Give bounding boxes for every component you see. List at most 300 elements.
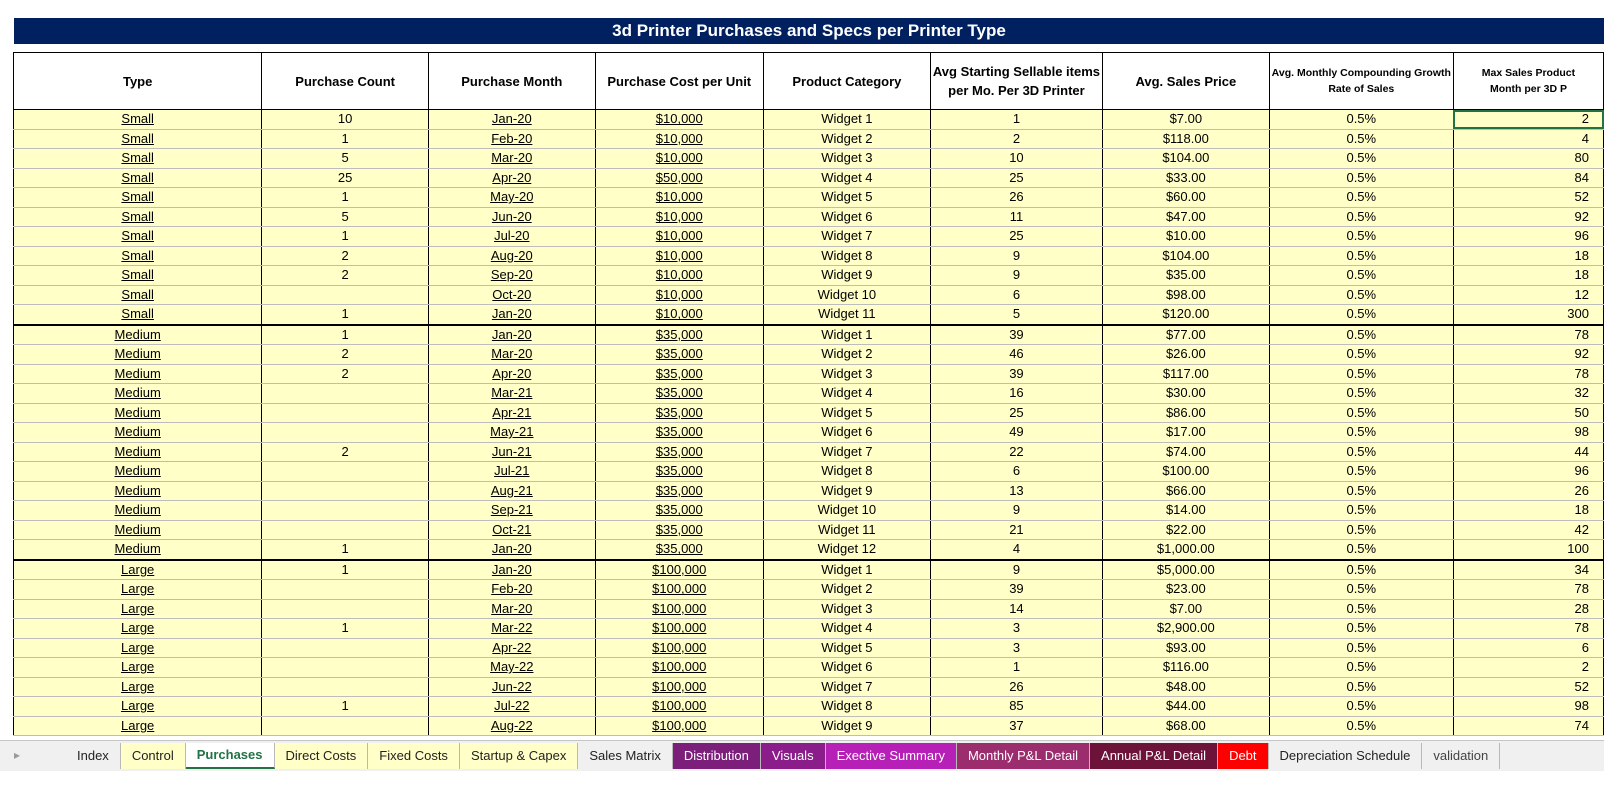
table-cell[interactable]: Large: [14, 697, 262, 717]
table-cell[interactable]: 25: [262, 168, 429, 188]
sheet-tab[interactable]: Sales Matrix: [578, 743, 673, 769]
table-cell[interactable]: Small: [14, 110, 262, 130]
table-cell[interactable]: Widget 6: [763, 207, 930, 227]
column-header[interactable]: Avg Starting Sellable items per Mo. Per 3D Printer: [930, 53, 1102, 110]
table-cell[interactable]: May-22: [428, 658, 595, 678]
table-cell[interactable]: Widget 2: [763, 580, 930, 600]
table-cell[interactable]: $1,000.00: [1103, 540, 1270, 560]
table-cell[interactable]: 84: [1453, 168, 1603, 188]
table-cell[interactable]: Mar-20: [428, 599, 595, 619]
table-cell[interactable]: Medium: [14, 520, 262, 540]
table-cell[interactable]: 0.5%: [1269, 638, 1453, 658]
table-cell[interactable]: Widget 10: [763, 501, 930, 521]
table-cell[interactable]: 78: [1453, 619, 1603, 639]
sheet-tab[interactable]: Control: [121, 743, 186, 769]
column-header[interactable]: Purchase Month: [428, 53, 595, 110]
column-header[interactable]: Avg. Sales Price: [1103, 53, 1270, 110]
table-cell[interactable]: 78: [1453, 364, 1603, 384]
triangle-right-icon[interactable]: ▸: [14, 748, 21, 762]
table-cell[interactable]: 98: [1453, 423, 1603, 443]
table-cell[interactable]: Small: [14, 149, 262, 169]
sheet-tab[interactable]: Purchases: [186, 743, 275, 769]
table-cell[interactable]: [262, 677, 429, 697]
table-cell[interactable]: 12: [1453, 285, 1603, 305]
table-cell[interactable]: Widget 10: [763, 285, 930, 305]
table-cell[interactable]: Medium: [14, 501, 262, 521]
table-cell[interactable]: Small: [14, 188, 262, 208]
table-cell[interactable]: Large: [14, 599, 262, 619]
table-cell[interactable]: 0.5%: [1269, 246, 1453, 266]
table-cell[interactable]: May-21: [428, 423, 595, 443]
table-cell[interactable]: 9: [930, 246, 1102, 266]
table-cell[interactable]: Widget 8: [763, 697, 930, 717]
table-cell[interactable]: Sep-21: [428, 501, 595, 521]
table-cell[interactable]: 2: [262, 345, 429, 365]
table-cell[interactable]: [262, 638, 429, 658]
table-cell[interactable]: Medium: [14, 481, 262, 501]
table-cell[interactable]: Widget 1: [763, 325, 930, 345]
table-cell[interactable]: $100,000: [595, 619, 763, 639]
table-cell[interactable]: 2: [262, 442, 429, 462]
table-cell[interactable]: 0.5%: [1269, 207, 1453, 227]
table-cell[interactable]: $7.00: [1103, 599, 1270, 619]
table-cell[interactable]: $104.00: [1103, 149, 1270, 169]
table-cell[interactable]: 2: [1453, 110, 1603, 130]
table-cell[interactable]: $10,000: [595, 129, 763, 149]
table-cell[interactable]: 39: [930, 325, 1102, 345]
table-cell[interactable]: 0.5%: [1269, 423, 1453, 443]
table-cell[interactable]: Widget 4: [763, 619, 930, 639]
table-cell[interactable]: Large: [14, 677, 262, 697]
table-cell[interactable]: Widget 9: [763, 716, 930, 736]
table-cell[interactable]: 0.5%: [1269, 305, 1453, 325]
table-cell[interactable]: 26: [930, 188, 1102, 208]
table-cell[interactable]: $17.00: [1103, 423, 1270, 443]
table-cell[interactable]: $100,000: [595, 599, 763, 619]
table-cell[interactable]: Sep-20: [428, 266, 595, 286]
table-cell[interactable]: 3: [930, 638, 1102, 658]
table-cell[interactable]: $86.00: [1103, 403, 1270, 423]
table-cell[interactable]: 22: [930, 442, 1102, 462]
table-cell[interactable]: $35,000: [595, 442, 763, 462]
table-cell[interactable]: $35,000: [595, 384, 763, 404]
table-cell[interactable]: $10.00: [1103, 227, 1270, 247]
table-cell[interactable]: 92: [1453, 345, 1603, 365]
table-cell[interactable]: Jun-20: [428, 207, 595, 227]
table-cell[interactable]: $77.00: [1103, 325, 1270, 345]
table-cell[interactable]: Aug-22: [428, 716, 595, 736]
table-cell[interactable]: 6: [930, 462, 1102, 482]
table-cell[interactable]: 46: [930, 345, 1102, 365]
table-cell[interactable]: 39: [930, 364, 1102, 384]
column-header[interactable]: Max Sales Product Month per 3D P: [1453, 53, 1603, 110]
table-cell[interactable]: $35,000: [595, 345, 763, 365]
table-cell[interactable]: Widget 8: [763, 462, 930, 482]
table-cell[interactable]: 2: [930, 129, 1102, 149]
table-cell[interactable]: Widget 5: [763, 638, 930, 658]
table-cell[interactable]: 96: [1453, 462, 1603, 482]
table-cell[interactable]: Widget 6: [763, 423, 930, 443]
table-cell[interactable]: Small: [14, 305, 262, 325]
table-cell[interactable]: 10: [262, 110, 429, 130]
table-cell[interactable]: Mar-21: [428, 384, 595, 404]
table-cell[interactable]: 18: [1453, 246, 1603, 266]
table-cell[interactable]: 21: [930, 520, 1102, 540]
table-cell[interactable]: 0.5%: [1269, 345, 1453, 365]
table-cell[interactable]: 5: [930, 305, 1102, 325]
table-cell[interactable]: Widget 3: [763, 599, 930, 619]
table-cell[interactable]: Small: [14, 168, 262, 188]
table-cell[interactable]: $116.00: [1103, 658, 1270, 678]
table-cell[interactable]: $66.00: [1103, 481, 1270, 501]
table-cell[interactable]: $68.00: [1103, 716, 1270, 736]
table-cell[interactable]: Jan-20: [428, 110, 595, 130]
table-cell[interactable]: 1: [262, 560, 429, 580]
table-cell[interactable]: Medium: [14, 442, 262, 462]
table-cell[interactable]: $98.00: [1103, 285, 1270, 305]
table-cell[interactable]: 9: [930, 501, 1102, 521]
table-cell[interactable]: 42: [1453, 520, 1603, 540]
table-cell[interactable]: Widget 9: [763, 266, 930, 286]
table-cell[interactable]: 44: [1453, 442, 1603, 462]
table-cell[interactable]: Mar-20: [428, 345, 595, 365]
column-header[interactable]: Purchase Count: [262, 53, 429, 110]
table-cell[interactable]: Apr-21: [428, 403, 595, 423]
sheet-tab[interactable]: Exective Summary: [826, 743, 957, 769]
table-cell[interactable]: [262, 599, 429, 619]
table-cell[interactable]: 13: [930, 481, 1102, 501]
table-cell[interactable]: 52: [1453, 677, 1603, 697]
table-cell[interactable]: Aug-21: [428, 481, 595, 501]
table-cell[interactable]: 4: [930, 540, 1102, 560]
table-cell[interactable]: Widget 3: [763, 364, 930, 384]
table-cell[interactable]: Widget 11: [763, 520, 930, 540]
table-cell[interactable]: $7.00: [1103, 110, 1270, 130]
table-cell[interactable]: $100,000: [595, 697, 763, 717]
table-cell[interactable]: Small: [14, 227, 262, 247]
table-cell[interactable]: 0.5%: [1269, 501, 1453, 521]
table-cell[interactable]: 34: [1453, 560, 1603, 580]
table-cell[interactable]: Jan-20: [428, 305, 595, 325]
table-cell[interactable]: Widget 2: [763, 129, 930, 149]
table-cell[interactable]: 11: [930, 207, 1102, 227]
table-cell[interactable]: 1: [262, 325, 429, 345]
table-cell[interactable]: $44.00: [1103, 697, 1270, 717]
table-cell[interactable]: 2: [262, 364, 429, 384]
table-cell[interactable]: Large: [14, 658, 262, 678]
table-cell[interactable]: [262, 285, 429, 305]
table-cell[interactable]: $100.00: [1103, 462, 1270, 482]
table-cell[interactable]: 0.5%: [1269, 520, 1453, 540]
table-cell[interactable]: Large: [14, 619, 262, 639]
table-cell[interactable]: $100,000: [595, 560, 763, 580]
table-cell[interactable]: $33.00: [1103, 168, 1270, 188]
table-cell[interactable]: Small: [14, 246, 262, 266]
table-cell[interactable]: $14.00: [1103, 501, 1270, 521]
table-cell[interactable]: 0.5%: [1269, 403, 1453, 423]
table-cell[interactable]: 2: [1453, 658, 1603, 678]
table-cell[interactable]: Medium: [14, 345, 262, 365]
table-cell[interactable]: $10,000: [595, 305, 763, 325]
table-cell[interactable]: 0.5%: [1269, 227, 1453, 247]
table-cell[interactable]: Widget 9: [763, 481, 930, 501]
table-cell[interactable]: $10,000: [595, 285, 763, 305]
table-cell[interactable]: Widget 4: [763, 384, 930, 404]
table-cell[interactable]: $23.00: [1103, 580, 1270, 600]
sheet-tab[interactable]: validation: [1422, 743, 1500, 769]
table-cell[interactable]: Large: [14, 580, 262, 600]
table-cell[interactable]: 1: [262, 540, 429, 560]
table-cell[interactable]: Small: [14, 207, 262, 227]
table-cell[interactable]: $10,000: [595, 266, 763, 286]
table-cell[interactable]: Medium: [14, 462, 262, 482]
table-cell[interactable]: 52: [1453, 188, 1603, 208]
table-cell[interactable]: 0.5%: [1269, 697, 1453, 717]
sheet-tab[interactable]: Index: [66, 743, 121, 769]
table-cell[interactable]: $100,000: [595, 677, 763, 697]
table-cell[interactable]: $35,000: [595, 325, 763, 345]
table-cell[interactable]: 28: [1453, 599, 1603, 619]
table-cell[interactable]: 37: [930, 716, 1102, 736]
table-cell[interactable]: 0.5%: [1269, 384, 1453, 404]
table-cell[interactable]: $26.00: [1103, 345, 1270, 365]
table-cell[interactable]: 0.5%: [1269, 619, 1453, 639]
table-cell[interactable]: Oct-20: [428, 285, 595, 305]
table-cell[interactable]: 0.5%: [1269, 560, 1453, 580]
table-cell[interactable]: 1: [262, 227, 429, 247]
table-cell[interactable]: Large: [14, 716, 262, 736]
table-cell[interactable]: [262, 716, 429, 736]
table-cell[interactable]: [262, 520, 429, 540]
table-cell[interactable]: $5,000.00: [1103, 560, 1270, 580]
table-cell[interactable]: 0.5%: [1269, 540, 1453, 560]
table-cell[interactable]: 32: [1453, 384, 1603, 404]
sheet-tab[interactable]: Direct Costs: [275, 743, 369, 769]
table-cell[interactable]: $10,000: [595, 149, 763, 169]
table-cell[interactable]: Widget 1: [763, 560, 930, 580]
table-cell[interactable]: $35,000: [595, 501, 763, 521]
sheet-tab[interactable]: Depreciation Schedule: [1269, 743, 1423, 769]
table-cell[interactable]: 25: [930, 227, 1102, 247]
table-cell[interactable]: Apr-20: [428, 168, 595, 188]
table-cell[interactable]: 0.5%: [1269, 677, 1453, 697]
table-cell[interactable]: $10,000: [595, 188, 763, 208]
table-cell[interactable]: $60.00: [1103, 188, 1270, 208]
table-cell[interactable]: Medium: [14, 403, 262, 423]
table-cell[interactable]: 4: [1453, 129, 1603, 149]
table-cell[interactable]: Oct-21: [428, 520, 595, 540]
table-cell[interactable]: 18: [1453, 501, 1603, 521]
table-cell[interactable]: 80: [1453, 149, 1603, 169]
table-cell[interactable]: $100,000: [595, 658, 763, 678]
table-cell[interactable]: 2: [262, 246, 429, 266]
table-cell[interactable]: $120.00: [1103, 305, 1270, 325]
table-cell[interactable]: $47.00: [1103, 207, 1270, 227]
table-cell[interactable]: Widget 5: [763, 403, 930, 423]
table-cell[interactable]: Jan-20: [428, 325, 595, 345]
table-cell[interactable]: 26: [1453, 481, 1603, 501]
column-header[interactable]: Type: [14, 53, 262, 110]
table-cell[interactable]: $2,900.00: [1103, 619, 1270, 639]
sheet-tab[interactable]: Visuals: [761, 743, 826, 769]
table-cell[interactable]: 1: [262, 305, 429, 325]
table-cell[interactable]: 0.5%: [1269, 110, 1453, 130]
table-cell[interactable]: $93.00: [1103, 638, 1270, 658]
table-cell[interactable]: $74.00: [1103, 442, 1270, 462]
sheet-tab[interactable]: Annual P&L Detail: [1090, 743, 1218, 769]
table-cell[interactable]: Widget 6: [763, 658, 930, 678]
table-cell[interactable]: $117.00: [1103, 364, 1270, 384]
table-cell[interactable]: 10: [930, 149, 1102, 169]
table-cell[interactable]: 0.5%: [1269, 188, 1453, 208]
table-cell[interactable]: Jun-21: [428, 442, 595, 462]
table-cell[interactable]: 100: [1453, 540, 1603, 560]
sheet-tab[interactable]: Startup & Capex: [460, 743, 578, 769]
table-cell[interactable]: $10,000: [595, 207, 763, 227]
table-cell[interactable]: 1: [262, 188, 429, 208]
table-cell[interactable]: $48.00: [1103, 677, 1270, 697]
column-header[interactable]: Avg. Monthly Compounding Growth Rate of Sales: [1269, 53, 1453, 110]
table-cell[interactable]: Aug-20: [428, 246, 595, 266]
table-cell[interactable]: $10,000: [595, 110, 763, 130]
table-cell[interactable]: 92: [1453, 207, 1603, 227]
table-cell[interactable]: Widget 12: [763, 540, 930, 560]
table-cell[interactable]: Widget 1: [763, 110, 930, 130]
table-cell[interactable]: 5: [262, 149, 429, 169]
table-cell[interactable]: 96: [1453, 227, 1603, 247]
table-cell[interactable]: $50,000: [595, 168, 763, 188]
sheet-tab[interactable]: Fixed Costs: [368, 743, 460, 769]
table-cell[interactable]: 0.5%: [1269, 325, 1453, 345]
table-cell[interactable]: 0.5%: [1269, 285, 1453, 305]
table-cell[interactable]: 5: [262, 207, 429, 227]
table-cell[interactable]: 85: [930, 697, 1102, 717]
table-cell[interactable]: 16: [930, 384, 1102, 404]
table-cell[interactable]: Apr-22: [428, 638, 595, 658]
table-cell[interactable]: Widget 7: [763, 677, 930, 697]
table-cell[interactable]: Widget 5: [763, 188, 930, 208]
table-cell[interactable]: 0.5%: [1269, 481, 1453, 501]
table-cell[interactable]: 3: [930, 619, 1102, 639]
table-cell[interactable]: Small: [14, 285, 262, 305]
table-cell[interactable]: Large: [14, 638, 262, 658]
table-cell[interactable]: Mar-22: [428, 619, 595, 639]
table-cell[interactable]: 49: [930, 423, 1102, 443]
table-cell[interactable]: [262, 580, 429, 600]
table-cell[interactable]: $35.00: [1103, 266, 1270, 286]
sheet-tab[interactable]: Debt: [1218, 743, 1268, 769]
table-cell[interactable]: $35,000: [595, 462, 763, 482]
table-cell[interactable]: 1: [262, 129, 429, 149]
table-cell[interactable]: 50: [1453, 403, 1603, 423]
table-cell[interactable]: $30.00: [1103, 384, 1270, 404]
table-cell[interactable]: Jan-20: [428, 540, 595, 560]
table-cell[interactable]: $22.00: [1103, 520, 1270, 540]
table-cell[interactable]: 74: [1453, 716, 1603, 736]
table-cell[interactable]: Medium: [14, 364, 262, 384]
sheet-tab[interactable]: Distribution: [673, 743, 761, 769]
table-cell[interactable]: Widget 3: [763, 149, 930, 169]
table-cell[interactable]: 6: [930, 285, 1102, 305]
table-cell[interactable]: Small: [14, 129, 262, 149]
table-cell[interactable]: 1: [930, 110, 1102, 130]
table-cell[interactable]: 1: [262, 619, 429, 639]
table-cell[interactable]: $35,000: [595, 520, 763, 540]
table-cell[interactable]: Jul-21: [428, 462, 595, 482]
table-cell[interactable]: Jul-20: [428, 227, 595, 247]
table-cell[interactable]: 0.5%: [1269, 716, 1453, 736]
table-cell[interactable]: 9: [930, 266, 1102, 286]
table-cell[interactable]: $35,000: [595, 481, 763, 501]
table-cell[interactable]: Medium: [14, 384, 262, 404]
table-cell[interactable]: [262, 403, 429, 423]
table-cell[interactable]: 0.5%: [1269, 168, 1453, 188]
table-cell[interactable]: Widget 11: [763, 305, 930, 325]
table-cell[interactable]: 0.5%: [1269, 442, 1453, 462]
table-cell[interactable]: 2: [262, 266, 429, 286]
table-cell[interactable]: 78: [1453, 325, 1603, 345]
table-cell[interactable]: Widget 8: [763, 246, 930, 266]
table-cell[interactable]: $100,000: [595, 716, 763, 736]
table-cell[interactable]: Feb-20: [428, 580, 595, 600]
table-cell[interactable]: [262, 462, 429, 482]
column-header[interactable]: Purchase Cost per Unit: [595, 53, 763, 110]
sheet-tab[interactable]: Monthly P&L Detail: [957, 743, 1090, 769]
table-cell[interactable]: Medium: [14, 540, 262, 560]
table-cell[interactable]: $104.00: [1103, 246, 1270, 266]
table-cell[interactable]: Jun-22: [428, 677, 595, 697]
table-cell[interactable]: Feb-20: [428, 129, 595, 149]
table-cell[interactable]: 6: [1453, 638, 1603, 658]
table-cell[interactable]: Small: [14, 266, 262, 286]
table-cell[interactable]: $35,000: [595, 403, 763, 423]
table-cell[interactable]: Medium: [14, 325, 262, 345]
table-cell[interactable]: Widget 4: [763, 168, 930, 188]
table-cell[interactable]: [262, 481, 429, 501]
table-cell[interactable]: [262, 423, 429, 443]
table-cell[interactable]: May-20: [428, 188, 595, 208]
table-cell[interactable]: $35,000: [595, 423, 763, 443]
table-cell[interactable]: Medium: [14, 423, 262, 443]
table-cell[interactable]: Large: [14, 560, 262, 580]
table-cell[interactable]: $118.00: [1103, 129, 1270, 149]
table-cell[interactable]: Jul-22: [428, 697, 595, 717]
table-cell[interactable]: 25: [930, 403, 1102, 423]
table-cell[interactable]: Mar-20: [428, 149, 595, 169]
table-cell[interactable]: $10,000: [595, 227, 763, 247]
table-cell[interactable]: 25: [930, 168, 1102, 188]
table-cell[interactable]: Apr-20: [428, 364, 595, 384]
table-cell[interactable]: [262, 384, 429, 404]
column-header[interactable]: Product Category: [763, 53, 930, 110]
table-cell[interactable]: 0.5%: [1269, 462, 1453, 482]
table-cell[interactable]: Widget 7: [763, 442, 930, 462]
table-cell[interactable]: 0.5%: [1269, 149, 1453, 169]
table-cell[interactable]: 39: [930, 580, 1102, 600]
table-cell[interactable]: 98: [1453, 697, 1603, 717]
table-cell[interactable]: 0.5%: [1269, 364, 1453, 384]
table-cell[interactable]: 78: [1453, 580, 1603, 600]
table-cell[interactable]: 0.5%: [1269, 658, 1453, 678]
table-cell[interactable]: 1: [262, 697, 429, 717]
table-cell[interactable]: $100,000: [595, 580, 763, 600]
table-cell[interactable]: 0.5%: [1269, 129, 1453, 149]
table-cell[interactable]: Widget 2: [763, 345, 930, 365]
table-cell[interactable]: Widget 7: [763, 227, 930, 247]
table-cell[interactable]: 0.5%: [1269, 266, 1453, 286]
table-cell[interactable]: $35,000: [595, 364, 763, 384]
table-cell[interactable]: 26: [930, 677, 1102, 697]
